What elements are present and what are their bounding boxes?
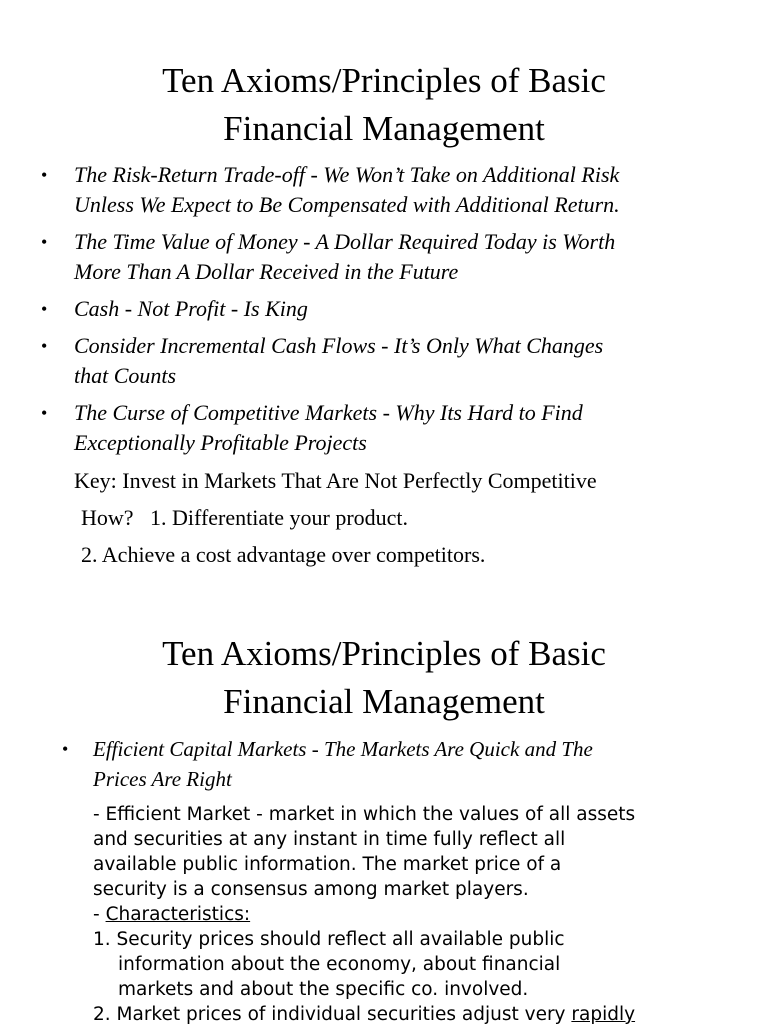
slide-1-title: [0, 57, 768, 153]
bullet-text-line-1: Efficient Capital Markets - The Markets Are Quick and The: [93, 737, 593, 761]
slide-2-bullet-list: [0, 734, 768, 801]
characteristic-item-1-cont: information about the economy, about financial: [118, 954, 561, 975]
characteristics-label: Characteristics:: [105, 904, 251, 925]
characteristics-dash: -: [93, 904, 106, 925]
bullet-dot: •: [41, 232, 48, 252]
characteristic-item-2: [93, 1002, 743, 1027]
bullet-dot: •: [41, 403, 48, 423]
slide-2-title-line-2: Financial Management: [223, 682, 545, 721]
characteristics-heading: [93, 902, 743, 927]
bullet-dot: •: [62, 739, 69, 759]
slide-1-bullet-list: [0, 160, 768, 465]
bullet-text-line-1: Consider Incremental Cash Flows - It’s Only What Changes: [74, 333, 604, 358]
bullet-text-line-2: Unless We Expect to Be Compensated with Additional Return.: [74, 192, 620, 217]
achieve-line: 2. Achieve a cost advantage over competitors.: [81, 542, 486, 567]
bullet-text-line-2: More Than A Dollar Received in the Future: [74, 259, 459, 284]
definition-line: available public information. The market price of a: [93, 854, 562, 875]
bullet-dot: •: [41, 165, 48, 185]
bullet-dot: •: [41, 336, 48, 356]
efficient-market-definition: [93, 802, 743, 1027]
slide-2-title-line-1: Ten Axioms/Principles of Basic: [162, 634, 606, 673]
slide-1-title-line-2: Financial Management: [223, 109, 545, 148]
slide-1-title-line-1: Ten Axioms/Principles of Basic: [162, 61, 606, 100]
slide-2-title: [0, 630, 768, 726]
characteristic-item-1: 1. Security prices should reflect all available public: [93, 929, 565, 950]
bullet-efficient-markets: [0, 734, 768, 794]
bullet-time-value: [0, 227, 768, 287]
definition-line: security is a consensus among market players.: [93, 879, 529, 900]
bullet-text-line-1: The Time Value of Money - A Dollar Required Today is Worth: [74, 229, 616, 254]
definition-line: - Efficient Market - market in which the values of all assets: [93, 804, 636, 825]
how-line: How? 1. Differentiate your product.: [81, 505, 409, 530]
bullet-text-line-2: that Counts: [74, 363, 177, 388]
bullet-text-line-1: Cash - Not Profit - Is King: [74, 296, 308, 321]
characteristic-item-2-text: 2. Market prices of individual securities adjust very: [93, 1004, 572, 1025]
bullet-incremental-cash-flows: [0, 331, 768, 391]
bullet-text-line-1: The Curse of Competitive Markets - Why Its Hard to Find: [74, 400, 583, 425]
slide-2: [0, 590, 768, 1024]
definition-line: and securities at any instant in time fully reflect all: [93, 829, 566, 850]
bullet-text-line-2: Prices Are Right: [93, 767, 232, 791]
rapidly-underlined: rapidly: [571, 1004, 636, 1025]
bullet-risk-return: [0, 160, 768, 220]
bullet-dot: •: [41, 299, 48, 319]
bullet-cash-king: [0, 294, 768, 324]
bullet-competitive-markets: [0, 398, 768, 458]
key-line: Key: Invest in Markets That Are Not Perfectly Competitive: [74, 468, 597, 493]
bullet-text-line-1: The Risk-Return Trade-off - We Won’t Take on Additional Risk: [74, 162, 620, 187]
characteristic-item-1-cont: markets and about the specific co. involved.: [118, 979, 529, 1000]
bullet-text-line-2: Exceptionally Profitable Projects: [74, 430, 367, 455]
